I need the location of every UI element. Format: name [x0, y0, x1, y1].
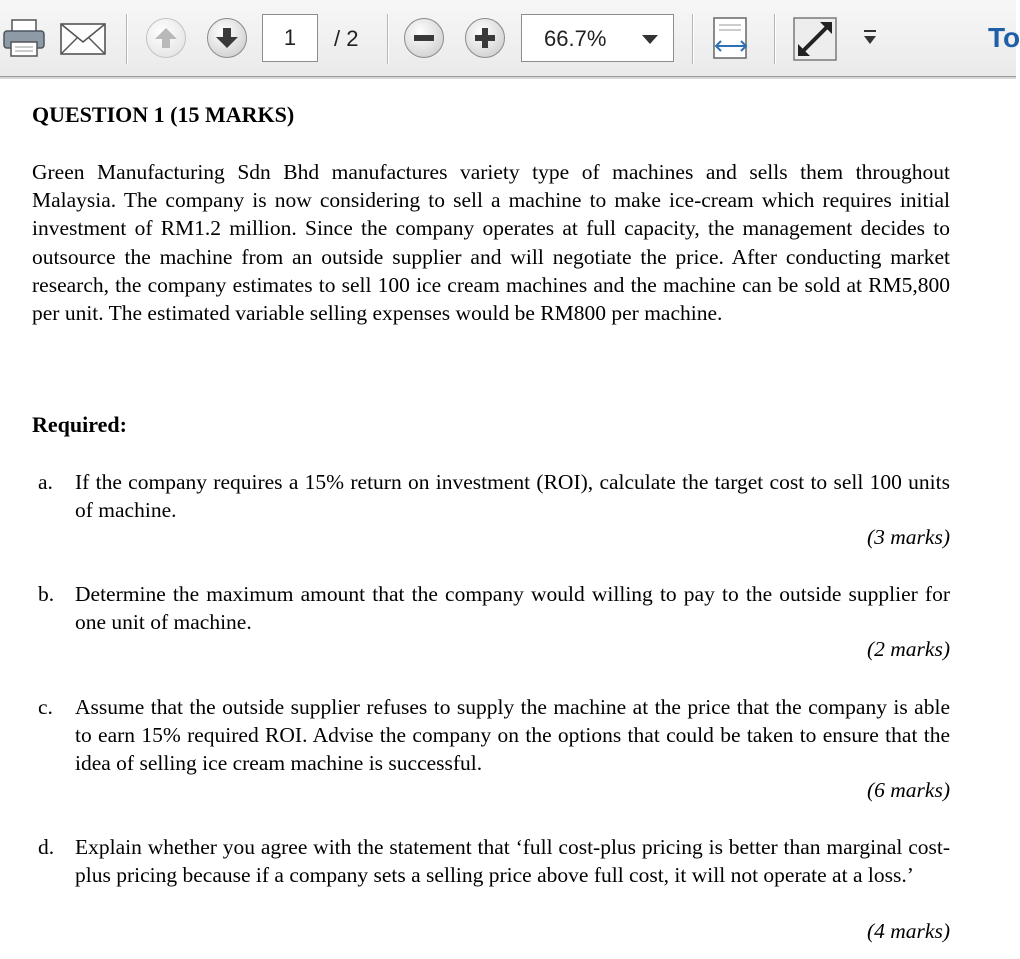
marks-label: (6 marks): [867, 778, 950, 802]
marks-label: (4 marks): [867, 919, 950, 943]
chevron-down-icon: [642, 35, 658, 44]
toolbar-separator: [126, 14, 127, 64]
minus-icon: [411, 25, 437, 51]
item-text: If the company requires a 15% return on investment (ROI), calculate the target cost to sell 100 units of machine.: [75, 470, 950, 523]
page-total: / 2: [334, 26, 359, 51]
marks-label: (3 marks): [867, 525, 950, 549]
item-letter: b.: [38, 582, 55, 606]
tools-label[interactable]: To: [988, 22, 1020, 53]
fullscreen-icon[interactable]: [792, 16, 838, 62]
arrow-up-icon: [153, 25, 179, 51]
previous-page-button[interactable]: [146, 18, 186, 58]
toolbar-separator: [692, 14, 693, 64]
more-icon[interactable]: [862, 28, 878, 48]
question-paragraph: Green Manufacturing Sdn Bhd manufactures variety type of machines and sells them throughout Malaysia. The company is now considering to sell a machine to make ice-cream which requires initial investment of RM1.2 million. Since the company operates at full capacity, the management decides to outsource the machine from an outside supplier and will negotiate the price. After conducting market research, the company estimates to sell 100 ice cream machines and the machine can be sold at RM5,800 per unit. The estimated variable selling expenses would be RM800 per machine.: [32, 160, 950, 326]
item-text: Assume that the outside supplier refuses to supply the machine at the price that the company is able to earn 15% required ROI. Advise the company on the options that could be taken to ensure that the idea of selling ice cream machine is successful.: [75, 695, 950, 776]
zoom-value: 66.7%: [544, 26, 607, 51]
required-heading: Required:: [32, 412, 127, 437]
fit-width-icon[interactable]: [710, 16, 752, 62]
item-letter: c.: [38, 695, 53, 719]
pdf-toolbar: [0, 0, 1020, 77]
page-number-input[interactable]: 1: [262, 14, 318, 62]
next-page-button[interactable]: [207, 18, 247, 58]
item-letter: a.: [38, 470, 53, 494]
email-icon[interactable]: [59, 22, 107, 56]
zoom-select[interactable]: [521, 14, 674, 62]
plus-icon: [472, 25, 498, 51]
zoom-out-button[interactable]: [404, 18, 444, 58]
zoom-divider: [628, 15, 629, 61]
marks-label: (2 marks): [867, 637, 950, 661]
question-title: QUESTION 1 (15 MARKS): [32, 102, 295, 127]
toolbar-separator: [774, 14, 775, 64]
arrow-down-icon: [214, 25, 240, 51]
toolbar-separator: [387, 14, 388, 64]
print-icon[interactable]: [2, 18, 46, 58]
zoom-in-button[interactable]: [465, 18, 505, 58]
item-text: Explain whether you agree with the statement that ‘full cost-plus pricing is better than marginal cost-plus pricing because if a company sets a selling price above full cost, it will not operate at a loss.’: [75, 835, 950, 888]
item-text: Determine the maximum amount that the company would willing to pay to the outside supplier for one unit of machine.: [75, 582, 950, 635]
item-letter: d.: [38, 835, 55, 859]
